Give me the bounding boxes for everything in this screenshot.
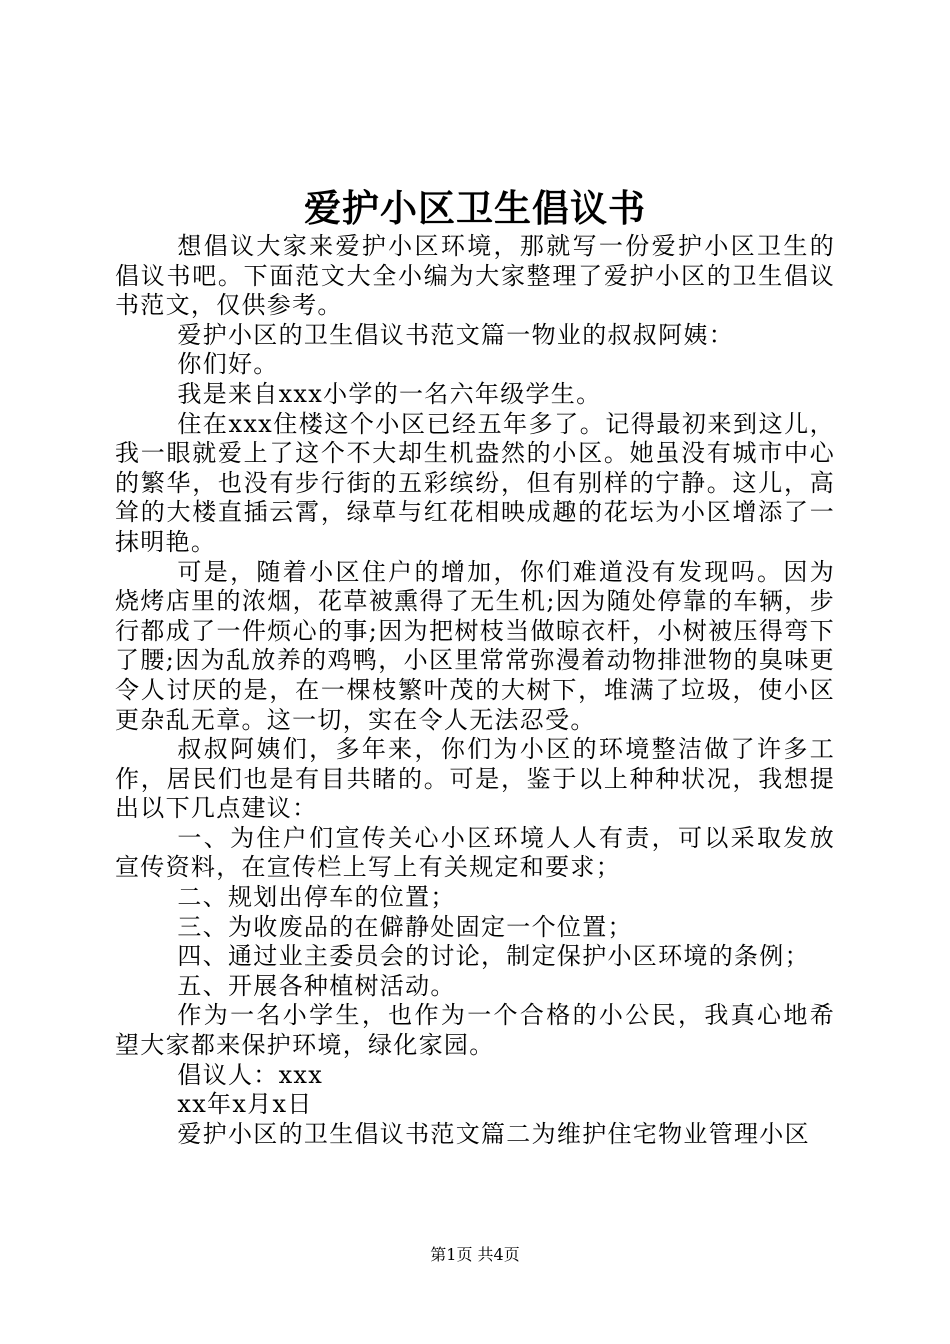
paragraph-suggestion-2: 二、规划出停车的位置； <box>177 883 456 912</box>
paragraph-neighborhood: 住在xxx住楼这个小区已经五年多了。记得最初来到这儿，我一眼就爱上了这个不大却生机盎然的小区。她虽没有城市中心的繁华，也没有步行街的五彩缤纷，但有别样的宁静。这儿，高耸的大楼直插云霄，绿草与红花相映成趣的花坛为小区增添了一抹明艳。 <box>115 409 835 556</box>
paragraph-date: xx年x月x日 <box>177 1090 313 1119</box>
paragraph-intro: 想倡议大家来爱护小区环境，那就写一份爱护小区卫生的倡议书吧。下面范文大全小编为大家整理了爱护小区的卫生倡议书范文，仅供参考。 <box>115 232 835 320</box>
paragraph-heading-one: 爱护小区的卫生倡议书范文篇一物业的叔叔阿姨： <box>177 320 734 349</box>
page-footer: 第1页 共4页 <box>430 1245 520 1264</box>
paragraph-greeting: 你们好。 <box>177 350 279 379</box>
paragraph-problems: 可是，随着小区住户的增加，你们难道没有发现吗。因为烧烤店里的浓烟，花草被熏得了无生机;因为随处停靠的车辆，步行都成了一件烦心的事;因为把树枝当做晾衣杆，小树被压得弯下了腰;因为乱放养的鸡鸭，小区里常常弥漫着动物排泄物的臭味更令人讨厌的是，在一棵枝繁叶茂的大树下，堆满了垃圾，使小区更杂乱无章。这一切，实在令人无法忍受。 <box>115 557 835 734</box>
paragraph-suggestion-3: 三、为收废品的在僻静处固定一个位置； <box>177 912 633 941</box>
paragraph-self-intro: 我是来自xxx小学的一名六年级学生。 <box>177 379 602 408</box>
paragraph-signature: 倡议人：xxx <box>177 1060 324 1089</box>
paragraph-suggestion-1: 一、为住户们宣传关心小区环境人人有责，可以采取发放宣传资料，在宣传栏上写上有关规定和要求； <box>115 823 835 882</box>
document-body <box>115 232 835 1149</box>
document-title: 爱护小区卫生倡议书 <box>304 186 646 230</box>
paragraph-heading-two: 爱护小区的卫生倡议书范文篇二为维护住宅物业管理小区 <box>177 1119 810 1148</box>
paragraph-closing: 作为一名小学生，也作为一个合格的小公民，我真心地希望大家都来保护环境，绿化家园。 <box>115 1001 835 1060</box>
paragraph-suggestion-5: 五、开展各种植树活动。 <box>177 971 456 1000</box>
paragraph-suggestion-4: 四、通过业主委员会的讨论，制定保护小区环境的条例； <box>177 942 810 971</box>
paragraph-suggestions-intro: 叔叔阿姨们，多年来，你们为小区的环境整洁做了许多工作，居民们也是有目共睹的。可是，鉴于以上种种状况，我想提出以下几点建议： <box>115 735 835 823</box>
